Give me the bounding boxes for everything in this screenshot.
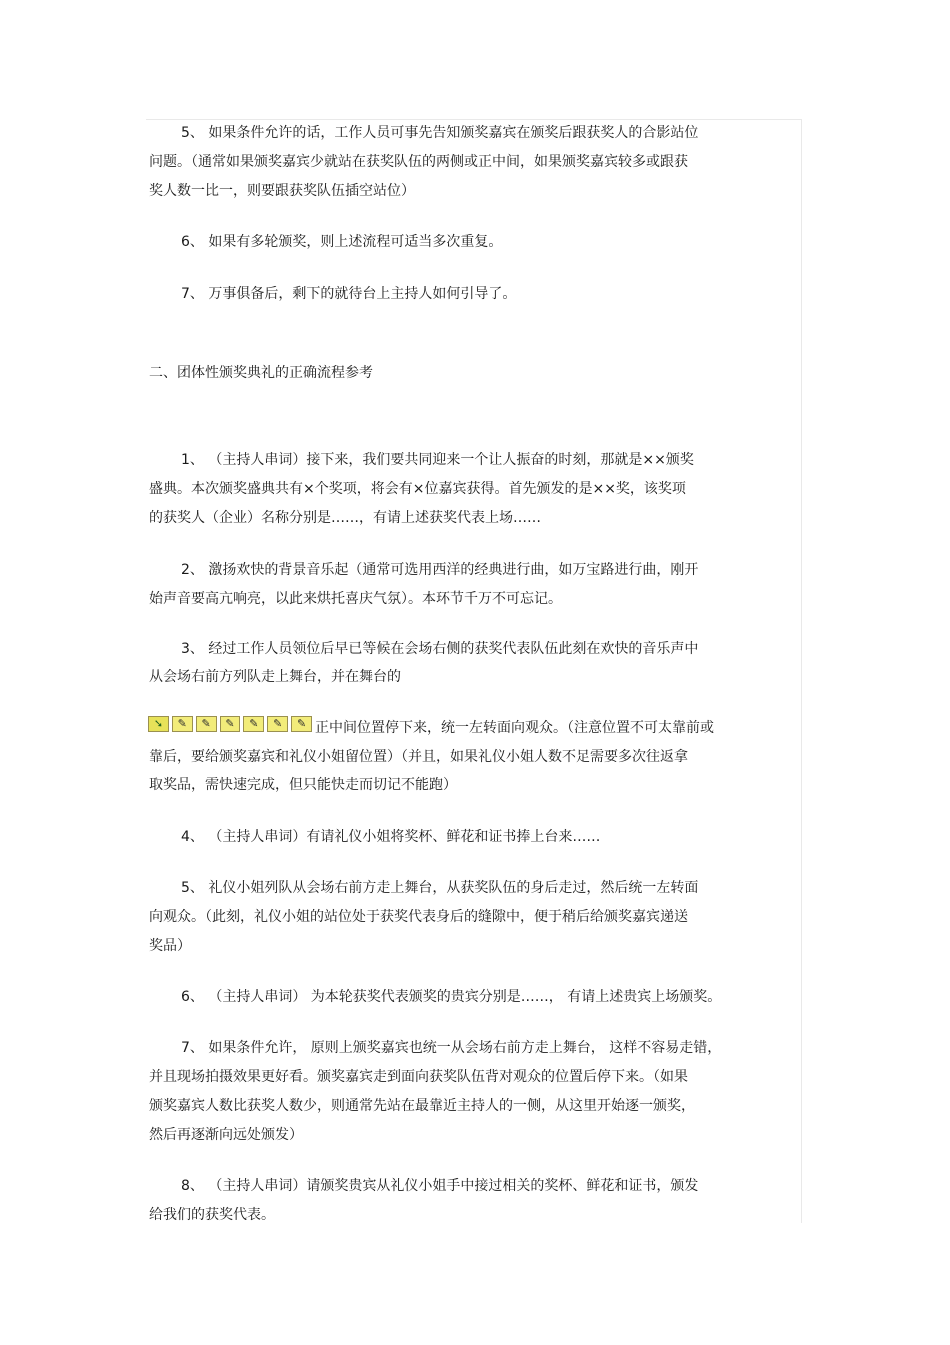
pencil-icon[interactable]: ✎ bbox=[267, 716, 288, 732]
step-5-line-3: 奖品） bbox=[149, 938, 191, 954]
step-7-line-2: 并且现场拍摄效果更好看。颁奖嘉宾走到面向获奖队伍背对观众的位置后停下来。（如果 bbox=[149, 1069, 688, 1085]
step-1-line-3: 的获奖人（企业）名称分别是……，有请上述获奖代表上场…… bbox=[149, 510, 541, 526]
pencil-icon[interactable]: ✎ bbox=[291, 716, 312, 732]
item-5-line-1: 5、 如果条件允许的话，工作人员可事先告知颁奖嘉宾在颁奖后跟获奖人的合影站位 bbox=[181, 125, 699, 141]
step-3-line-5: 取奖品，需快速完成，但只能快走而切记不能跑） bbox=[149, 777, 457, 793]
step-7-line-3: 颁奖嘉宾人数比获奖人数少，则通常先站在最靠近主持人的一侧，从这里开始逐一颁奖， bbox=[149, 1098, 695, 1114]
step-3-line-2: 从会场右前方列队走上舞台，并在舞台的 bbox=[149, 669, 401, 685]
pencil-icon[interactable]: ✎ bbox=[220, 716, 241, 732]
step-3-line-3: 正中间位置停下来，统一左转面向观众。（注意位置不可太靠前或 bbox=[315, 720, 714, 736]
step-3-line-4: 靠后，要给颁奖嘉宾和礼仪小姐留位置）（并且，如果礼仪小姐人数不足需要多次往返拿 bbox=[149, 749, 688, 765]
pencil-icon[interactable]: ✎ bbox=[243, 716, 264, 732]
arrow-icon[interactable]: ➘ bbox=[148, 716, 169, 732]
item-5-line-3: 奖人数一比一，则要跟获奖队伍插空站位） bbox=[149, 183, 415, 199]
pencil-icon[interactable]: ✎ bbox=[172, 716, 193, 732]
step-7-line-4: 然后再逐渐向远处颁发） bbox=[149, 1127, 303, 1143]
step-1-line-2: 盛典。本次颁奖盛典共有×个奖项，将会有×位嘉宾获得。首先颁发的是××奖，该奖项 bbox=[149, 481, 686, 497]
step-3-line-1: 3、 经过工作人员领位后早已等候在会场右侧的获奖代表队伍此刻在欢快的音乐声中 bbox=[181, 641, 699, 657]
step-5-line-1: 5、 礼仪小姐列队从会场右前方走上舞台，从获奖队伍的身后走过，然后统一左转面 bbox=[181, 880, 699, 896]
step-7-line-1: 7、 如果条件允许， 原则上颁奖嘉宾也统一从会场右前方走上舞台， 这样不容易走错， bbox=[181, 1040, 722, 1056]
step-6-line: 6、 （主持人串词） 为本轮获奖代表颁奖的贵宾分别是……， 有请上述贵宾上场颁奖。 bbox=[181, 989, 722, 1005]
step-4-line: 4、 （主持人串词）有请礼仪小姐将奖杯、鲜花和证书捧上台来…… bbox=[181, 829, 601, 845]
step-8-line-1: 8、 （主持人串词）请颁奖贵宾从礼仪小姐手中接过相关的奖杯、鲜花和证书，颁发 bbox=[181, 1178, 699, 1194]
step-2-line-2: 始声音要高亢响亮，以此来烘托喜庆气氛）。本环节千万不可忘记。 bbox=[149, 591, 562, 607]
section-heading: 二、团体性颁奖典礼的正确流程参考 bbox=[149, 365, 373, 381]
step-1-line-1: 1、 （主持人串词）接下来，我们要共同迎来一个让人振奋的时刻，那就是××颁奖 bbox=[181, 452, 694, 468]
item-7-line: 7、 万事俱备后，剩下的就待台上主持人如何引导了。 bbox=[181, 286, 517, 302]
step-2-line-1: 2、 激扬欢快的背景音乐起（通常可选用西洋的经典进行曲，如万宝路进行曲，刚开 bbox=[181, 562, 699, 578]
item-5-line-2: 问题。（通常如果颁奖嘉宾少就站在获奖队伍的两侧或正中间，如果颁奖嘉宾较多或跟获 bbox=[149, 154, 688, 170]
item-6-line: 6、 如果有多轮颁奖，则上述流程可适当多次重复。 bbox=[181, 234, 503, 250]
step-5-line-2: 向观众。（此刻，礼仪小姐的站位处于获奖代表身后的缝隙中，便于稍后给颁奖嘉宾递送 bbox=[149, 909, 688, 925]
pencil-icon[interactable]: ✎ bbox=[196, 716, 217, 732]
step-8-line-2: 给我们的获奖代表。 bbox=[149, 1207, 275, 1223]
embedded-toolbar bbox=[148, 716, 315, 734]
